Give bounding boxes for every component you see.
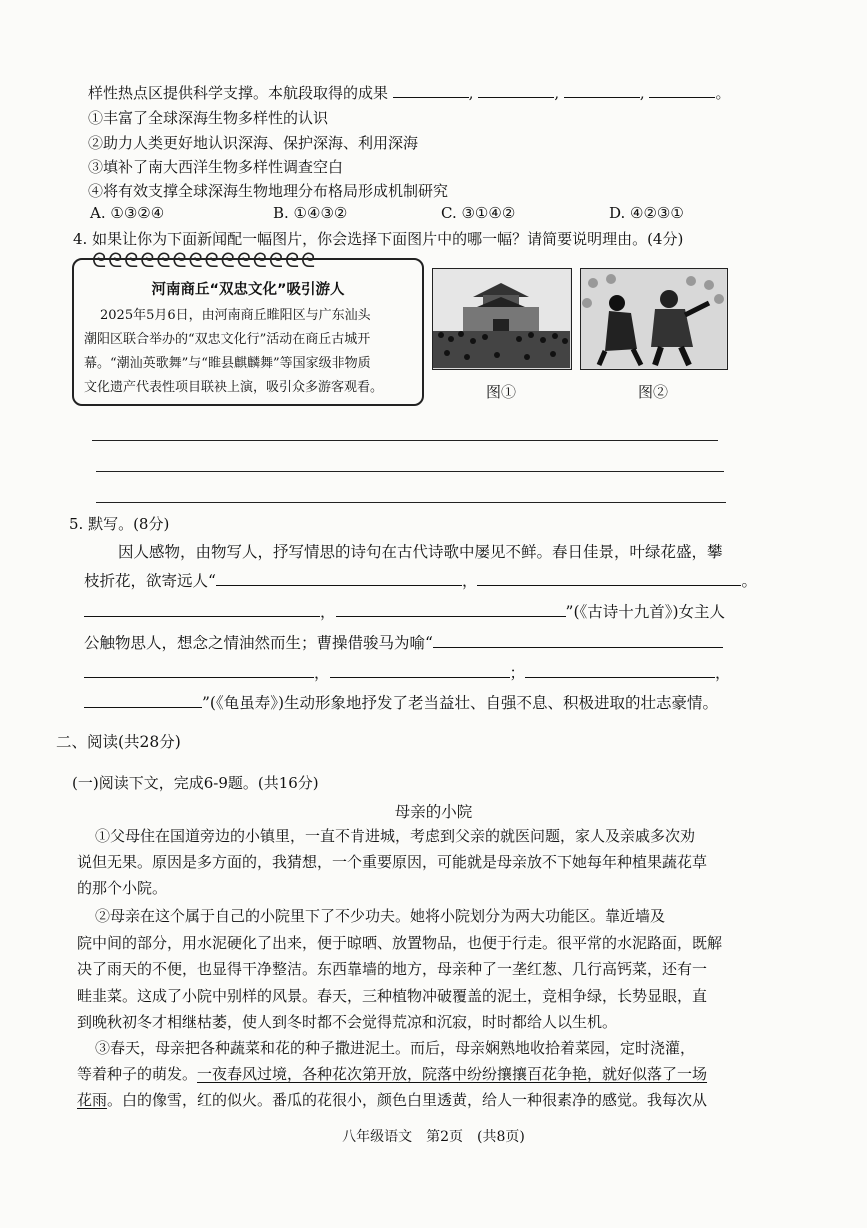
answer-blank[interactable] [525,663,715,678]
q5-line1: 因人感物，由物写人，抒写情思的诗句在古代诗歌中屡见不鲜。春日佳景，叶绿花盛，攀 [118,543,723,561]
gate-crowd-photo [433,269,570,368]
q3-option-d[interactable]: D. ④②③① [609,204,684,222]
article-line: ②母亲在这个属于自己的小院里下了不少功夫。她将小院划分为两大功能区。靠近墙及 [95,907,666,925]
dance-performance-photo [581,269,726,368]
news-line: 文化遗产代表性项目联袂上演，吸引众多游客观看。 [84,380,384,395]
article-line [77,1063,707,1084]
article-line: 畦韭菜。这成了小院中别样的风景。春天，三种植物冲破覆盖的泥土，竞相争绿，长势显眼，直 [77,987,708,1005]
article-line [77,1089,707,1110]
article-line: 决了雨天的不便，也显得干净整洁。东西靠墙的地方，母亲种了一垄红葱、几行高钙菜，还有一 [77,960,708,978]
q5-text: ， [461,572,478,590]
figure-1-caption: 图① [486,383,517,401]
q5-text: ， [715,664,731,682]
q5-text: 。 [741,572,757,590]
answer-line[interactable] [92,440,718,441]
q5-line3 [84,600,725,622]
answer-blank[interactable] [393,83,469,98]
article-line: ①父母住在国道旁边的小镇里，一直不肯进城，考虑到父亲的就医问题，家人及亲戚多次劝 [95,827,696,845]
q5-text: 枝折花，欲寄远人“ [84,572,216,590]
q3-item-2: ②助力人类更好地认识深海、保护深海、利用深海 [88,134,419,152]
answer-blank[interactable] [330,663,510,678]
article-text: 。白的像雪，红的似火。番瓜的花很小，颜色白里透黄，给人一种很素净的感觉。我每次从 [107,1091,708,1109]
q5-text: 公触物思人，想念之情油然而生；曹操借骏马为喻“ [84,634,433,652]
q3-option-a[interactable]: A. ①③②④ [90,204,165,222]
answer-blank[interactable] [478,83,554,98]
answer-blank[interactable] [564,83,640,98]
answer-blank[interactable] [336,602,566,617]
q3-line1-text: 样性热点区提供科学支撑。本航段取得的成果 [88,84,389,102]
news-line: 幕。“潮汕英歌舞”与“睢县麒麟舞”等国家级非物质 [84,356,371,371]
answer-line[interactable] [96,471,724,472]
answer-blank[interactable] [477,571,741,586]
q3-option-b[interactable]: B. ①④③② [273,204,348,222]
section-subtitle: (一)阅读下文，完成6-9题。(共16分) [72,774,319,792]
q5-text: ， [320,603,336,621]
underlined-sentence: 花雨 [77,1091,108,1109]
article-line: 的那个小院。 [77,879,168,897]
q3-item-1: ①丰富了全球深海生物多样性的认识 [88,109,329,127]
news-line: 潮阳区联合举办的“双忠文化行”活动在商丘古城开 [84,332,371,347]
page-footer: 八年级语文 第2页 (共8页) [342,1129,525,1145]
news-title: 河南商丘“双忠文化”吸引游人 [151,282,345,298]
q3-item-4: ④将有效支撑全球深海生物地理分布格局形成机制研究 [88,182,449,200]
article-line: 到晚秋初冬才相继枯萎，使人到冬时都不会觉得荒凉和沉寂，时时都给人以生机。 [77,1013,618,1031]
answer-blank[interactable] [649,83,715,98]
underlined-sentence: 一夜春风过境，各种花次第开放，院落中纷纷攘攘百花争艳，就好似落了一场 [197,1065,708,1083]
answer-blank[interactable] [84,663,314,678]
q5-title: 5. 默写。(8分) [69,515,170,533]
q5-line4 [84,631,723,653]
q4-prompt: 4. 如果让你为下面新闻配一幅图片，你会选择下面图片中的哪一幅？请简要说明理由。(4分) [73,230,684,248]
article-line: 院中间的部分，用水泥硬化了出来，便于晾晒、放置物品，也便于行走。很平常的水泥路面，既解 [77,934,723,952]
article-title: 母亲的小院 [394,803,473,821]
answer-blank[interactable] [216,571,462,586]
article-line: ③春天，母亲把各种蔬菜和花的种子撒进泥土。而后，母亲娴熟地收拾着菜园，定时浇灌， [95,1039,696,1057]
q3-option-c[interactable]: C. ③①④② [441,204,516,222]
answer-blank[interactable] [84,693,202,708]
q5-line2 [84,569,757,591]
period: 。 [715,84,731,102]
article-line: 说但无果。原因是多方面的，我猜想，一个重要原因，可能就是母亲放不下她每年种植果蔬花草 [77,853,708,871]
q5-text: ”(《古诗十九首》)女主人 [565,603,726,621]
q5-text: ”(《龟虽寿》)生动形象地抒发了老当益壮、自强不息、积极进取的壮志豪情。 [202,694,719,712]
article-text: 等着种子的萌发。 [77,1065,198,1083]
spiral-binding-icon: ᘓᘓᘓᘓᘓᘓᘓᘓᘓᘓᘓᘓᘓᘓ [92,248,318,272]
news-card [72,248,424,406]
q3-item-3: ③填补了南大西洋生物多样性调查空白 [88,158,344,176]
q5-line6 [84,691,718,713]
q3-line1: 样性热点区提供科学支撑。本航段取得的成果 , , , 。 [88,84,731,102]
figure-1-image[interactable] [432,268,572,370]
section-title: 二、阅读(共28分) [56,733,181,751]
answer-line[interactable] [96,502,726,503]
q5-text: ， [314,664,330,682]
answer-blank[interactable] [84,602,320,617]
q5-text: ； [509,664,526,682]
news-line: 2025年5月6日，由河南商丘睢阳区与广东汕头 [100,308,371,323]
q5-line5 [84,661,731,683]
answer-blank[interactable] [433,633,723,648]
figure-2-image[interactable] [580,268,728,370]
figure-2-caption: 图② [638,383,669,401]
